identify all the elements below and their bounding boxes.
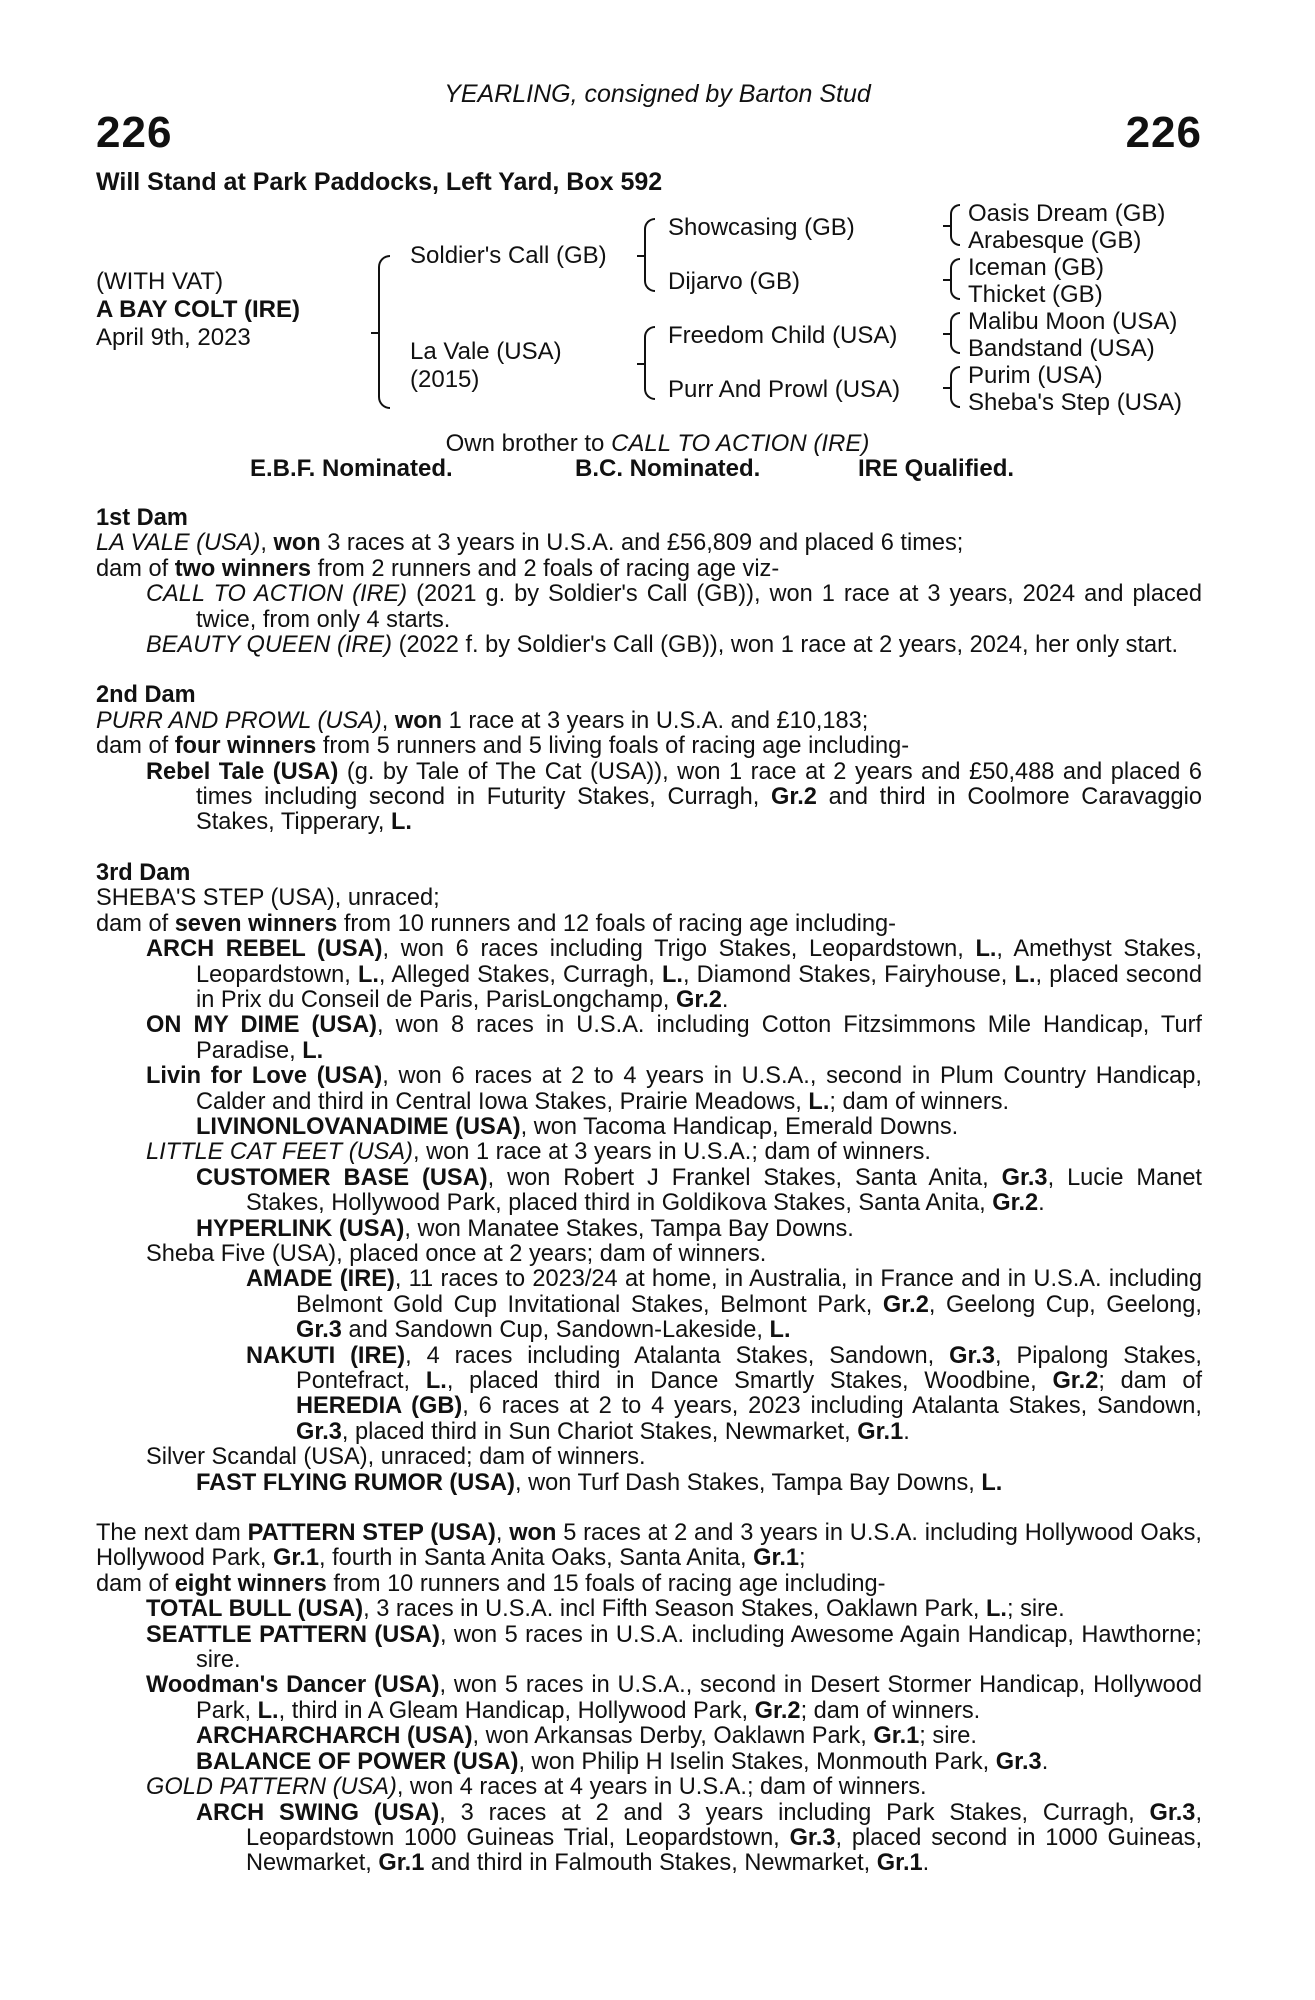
second-dam-produce: dam of four winners from 5 runners and 5 living foals of racing age including- bbox=[96, 733, 910, 760]
brace-sd bbox=[950, 258, 960, 300]
ss-sire: Oasis Dream (GB) bbox=[968, 200, 1166, 227]
brace-dd bbox=[950, 366, 960, 408]
ds-sire: Malibu Moon (USA) bbox=[968, 308, 1178, 335]
dam-year: (2015) bbox=[410, 366, 480, 393]
produce-entry: TOTAL BULL (USA), 3 races in U.S.A. incl Fifth Season Stakes, Oaklawn Park, L.; sire. bbox=[146, 1596, 1065, 1623]
bc-nomination: B.C. Nominated. bbox=[575, 455, 761, 482]
dam-sire: Freedom Child (USA) bbox=[668, 322, 898, 349]
produce-entry: CALL TO ACTION (IRE) (2021 g. by Soldier's Call (GB)), won 1 race at 3 years, 2024 and placed twice, from only 4 starts. bbox=[146, 581, 1202, 633]
vat-label: (WITH VAT) bbox=[96, 268, 224, 295]
produce-entry: ON MY DIME (USA), won 8 races in U.S.A. including Cotton Fitzsimmons Mile Handicap, Turf Paradise, L. bbox=[146, 1012, 1202, 1064]
produce-entry: Silver Scandal (USA), unraced; dam of winners. bbox=[146, 1444, 646, 1471]
sire-name: Soldier's Call (GB) bbox=[410, 242, 607, 269]
produce-entry: ARCH SWING (USA), 3 races at 2 and 3 years including Park Stakes, Curragh, Gr.3, Leopardstown 1000 Guineas Trial, Leopardstown, Gr.3, placed second in 1000 Guineas, Newmarket, Gr.1 and third in Falmouth Stakes, Newmarket, Gr.1. bbox=[196, 1799, 1202, 1877]
third-dam-line: SHEBA'S STEP (USA), unraced; bbox=[96, 885, 440, 912]
second-dam-line: PURR AND PROWL (USA), won 1 race at 3 years in U.S.A. and £10,183; bbox=[96, 707, 869, 734]
produce-entry: Rebel Tale (USA) (g. by Tale of The Cat (USA)), won 1 race at 2 years and £50,488 and placed 6 times including second in Futurity Stakes, Curragh, Gr.2 and third in Coolmore Caravaggio Stakes, Tipperary, L. bbox=[146, 758, 1202, 836]
produce-entry: LIVINONLOVANADIME (USA), won Tacoma Handicap, Emerald Downs. bbox=[196, 1113, 959, 1140]
produce-entry: ARCHARCHARCH (USA), won Arkansas Derby, Oaklawn Park, Gr.1; sire. bbox=[196, 1723, 977, 1750]
produce-entry: CUSTOMER BASE (USA), won Robert J Frankel Stakes, Santa Anita, Gr.3, Lucie Manet Stakes, Hollywood Park, placed third in Goldikova Stakes, Santa Anita, Gr.2. bbox=[196, 1164, 1202, 1217]
brace-dam bbox=[644, 326, 655, 400]
produce-entry: HYPERLINK (USA), won Manatee Stakes, Tampa Bay Downs. bbox=[196, 1215, 854, 1242]
produce-entry: Livin for Love (USA), won 6 races at 2 to 4 years in U.S.A., second in Plum Country Handicap, Calder and third in Central Iowa Stakes, Prairie Meadows, L.; dam of winners. bbox=[146, 1063, 1202, 1115]
sd-sire: Iceman (GB) bbox=[968, 254, 1105, 281]
produce-entry: BALANCE OF POWER (USA), won Philip H Iselin Stakes, Monmouth Park, Gr.3. bbox=[196, 1748, 1049, 1775]
produce-entry: SEATTLE PATTERN (USA), won 5 races in U.S.A. including Awesome Again Handicap, Hawthorne; sire. bbox=[146, 1621, 1202, 1674]
produce-entry: Sheba Five (USA), placed once at 2 years; dam of winners. bbox=[146, 1240, 767, 1267]
produce-entry: ARCH REBEL (USA), won 6 races including Trigo Stakes, Leopardstown, L., Amethyst Stakes, Leopardstown, L., Alleged Stakes, Curragh, L., Diamond Stakes, Fairyhouse, L., placed second in Prix du Conseil de Paris, ParisLongchamp, Gr.2. bbox=[146, 936, 1203, 1013]
third-dam-produce: dam of seven winners from 10 runners and 12 foals of racing age including- bbox=[96, 910, 897, 937]
produce-entry: FAST FLYING RUMOR (USA), won Turf Dash Stakes, Tampa Bay Downs, L. bbox=[196, 1469, 1003, 1496]
next-dam-line: The next dam PATTERN STEP (USA), won 5 races at 2 and 3 years in U.S.A. including Hollywood Oaks, Hollywood Park, Gr.1, fourth in Santa Anita Oaks, Santa Anita, Gr.1; bbox=[96, 1520, 1202, 1572]
own-brother-line: Own brother to CALL TO ACTION (IRE) bbox=[445, 430, 870, 457]
produce-entry: NAKUTI (IRE), 4 races including Atalanta Stakes, Sandown, Gr.3, Pipalong Stakes, Pontefract, L., placed third in Dance Smartly Stakes, Woodbine, Gr.2; dam of HEREDIA (GB), 6 races at 2 to 4 years, 2023 including Atalanta Stakes, Sandown, Gr.3, placed third in Sun Chariot Stakes, Newmarket, Gr.1. bbox=[246, 1342, 1202, 1445]
brace-sire bbox=[644, 218, 655, 292]
produce-entry: BEAUTY QUEEN (IRE) (2022 f. by Soldier's Call (GB)), won 1 race at 2 years, 2024, her only start. bbox=[146, 632, 1179, 659]
third-dam-heading: 3rd Dam bbox=[96, 859, 191, 886]
dd-dam: Sheba's Step (USA) bbox=[968, 389, 1183, 416]
consignment-line: YEARLING, consigned by Barton Stud bbox=[444, 80, 871, 108]
brace-ds bbox=[950, 312, 960, 354]
lot-number-right: 226 bbox=[1125, 108, 1202, 157]
dam-dam: Purr And Prowl (USA) bbox=[668, 376, 901, 403]
ds-dam: Bandstand (USA) bbox=[968, 335, 1155, 362]
next-dam-produce: dam of eight winners from 10 runners and 15 foals of racing age including- bbox=[96, 1570, 886, 1597]
horse-dob: April 9th, 2023 bbox=[96, 324, 251, 351]
stand-location: Will Stand at Park Paddocks, Left Yard, Box 592 bbox=[96, 168, 663, 196]
first-dam-heading: 1st Dam bbox=[96, 505, 188, 531]
sd-dam: Thicket (GB) bbox=[968, 281, 1103, 308]
produce-entry: Woodman's Dancer (USA), won 5 races in U.S.A., second in Desert Stormer Handicap, Hollywood Park, L., third in A Gleam Handicap, Hollywood Park, Gr.2; dam of winners. bbox=[146, 1672, 1202, 1724]
ebf-nomination: E.B.F. Nominated. bbox=[250, 455, 453, 482]
dam-pedigree-text bbox=[96, 506, 1202, 1877]
sire-sire: Showcasing (GB) bbox=[668, 214, 855, 241]
sire-dam: Dijarvo (GB) bbox=[668, 268, 801, 295]
brace-main bbox=[378, 255, 390, 409]
brace-ss bbox=[950, 204, 960, 246]
horse-name: A BAY COLT (IRE) bbox=[96, 296, 301, 323]
dd-sire: Purim (USA) bbox=[968, 362, 1103, 389]
produce-entry: LITTLE CAT FEET (USA), won 1 race at 3 years in U.S.A.; dam of winners. bbox=[146, 1139, 931, 1166]
second-dam-heading: 2nd Dam bbox=[96, 682, 196, 709]
ss-dam: Arabesque (GB) bbox=[968, 227, 1142, 254]
ire-qualification: IRE Qualified. bbox=[858, 455, 1015, 482]
first-dam-produce: dam of two winners from 2 runners and 2 foals of racing age viz- bbox=[96, 555, 780, 582]
dam-name: La Vale (USA) bbox=[410, 338, 562, 365]
lot-number-left: 226 bbox=[96, 108, 173, 157]
produce-entry: AMADE (IRE), 11 races to 2023/24 at home, in Australia, in France and in U.S.A. including Belmont Gold Cup Invitational Stakes, Belmont Park, Gr.2, Geelong Cup, Geelong, Gr.3 and Sandown Cup, Sandown-Lakeside, L. bbox=[246, 1266, 1203, 1344]
first-dam-line: LA VALE (USA), won 3 races at 3 years in U.S.A. and £56,809 and placed 6 times; bbox=[96, 530, 964, 557]
produce-entry: GOLD PATTERN (USA), won 4 races at 4 years in U.S.A.; dam of winners. bbox=[146, 1774, 927, 1801]
